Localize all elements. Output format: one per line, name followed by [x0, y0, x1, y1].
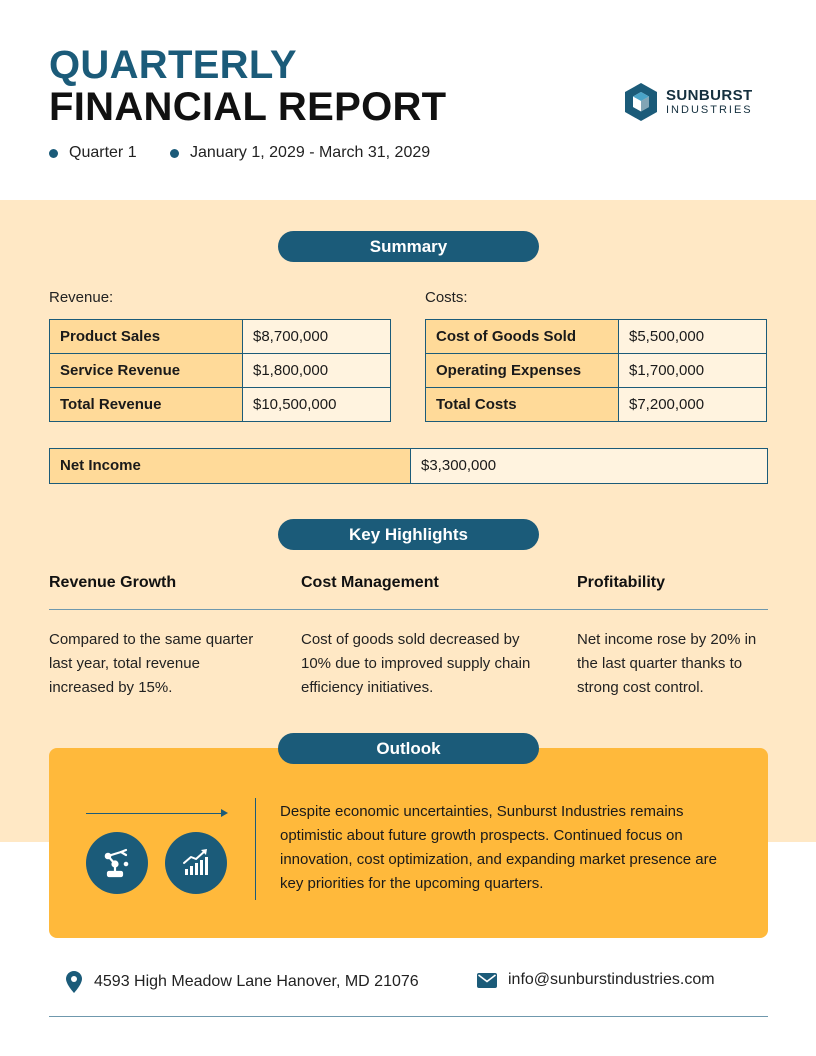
cost-row-label: Total Costs: [426, 388, 619, 422]
highlight-body-revenue-growth: Compared to the same quarter last year, total revenue increased by 15%.: [49, 631, 254, 696]
growth-chart-icon: [178, 845, 214, 881]
revenue-label: Revenue:: [49, 289, 114, 306]
bullet-dot: [170, 149, 179, 158]
quarter-text: Quarter 1: [69, 144, 137, 161]
costs-label: Costs:: [425, 289, 468, 306]
outlook-heading: Outlook: [278, 733, 539, 764]
cost-row-value: $1,700,000: [619, 354, 767, 388]
date-range-meta: [170, 144, 430, 162]
arrow-line: [86, 813, 222, 814]
highlights-divider: [49, 609, 768, 610]
highlight-title-revenue-growth: Revenue Growth: [49, 574, 177, 591]
robot-arm-icon: [99, 845, 135, 881]
revenue-row-value: $8,700,000: [243, 320, 391, 354]
table-row: [426, 354, 767, 388]
bullet-dot: [49, 149, 58, 158]
mail-icon: [477, 973, 497, 988]
cost-row-value: $5,500,000: [619, 320, 767, 354]
net-income-label: Net Income: [50, 449, 411, 483]
table-row: [426, 388, 767, 422]
report-title-line2: FINANCIAL REPORT: [49, 85, 447, 129]
highlight-body-cost-management: Cost of goods sold decreased by 10% due to improved supply chain efficiency initiatives.: [301, 631, 531, 696]
robot-arm-icon-circle: [86, 832, 148, 894]
highlights-heading: Key Highlights: [278, 519, 539, 550]
arrow-right-icon: [221, 809, 228, 817]
revenue-row-label: Total Revenue: [50, 388, 243, 422]
net-income-value: $3,300,000: [411, 449, 767, 483]
table-row: [50, 388, 391, 422]
costs-table: [425, 319, 767, 422]
summary-heading: Summary: [278, 231, 539, 262]
revenue-row-value: $1,800,000: [243, 354, 391, 388]
revenue-row-label: Service Revenue: [50, 354, 243, 388]
report-title-line1: QUARTERLY: [49, 43, 297, 87]
cost-row-label: Cost of Goods Sold: [426, 320, 619, 354]
map-pin-icon: [66, 971, 82, 993]
highlight-body-profitability: Net income rose by 20% in the last quarter thanks to strong cost control.: [577, 631, 757, 696]
revenue-row-value: $10,500,000: [243, 388, 391, 422]
date-range-text: January 1, 2029 - March 31, 2029: [190, 144, 431, 161]
revenue-table: [49, 319, 391, 422]
highlight-title-cost-management: Cost Management: [301, 574, 439, 591]
quarter-meta: [49, 144, 137, 162]
cost-row-value: $7,200,000: [619, 388, 767, 422]
footer-divider: [49, 1016, 768, 1017]
email-link[interactable]: info@sunburstindustries.com: [508, 971, 715, 988]
outlook-divider: [255, 798, 256, 900]
table-row: [50, 320, 391, 354]
revenue-row-label: Product Sales: [50, 320, 243, 354]
cost-row-label: Operating Expenses: [426, 354, 619, 388]
brand-logo: [622, 81, 753, 123]
brand-name: SUNBURST: [666, 87, 753, 104]
footer-email: [477, 971, 715, 989]
outlook-text: Despite economic uncertainties, Sunburst Industries remains optimistic about future growth prospects. Continued focus on innovation, cost optimization, and expanding market presence are key priorities for the upcoming quarters.: [280, 803, 717, 892]
table-row: [426, 320, 767, 354]
hexagon-cube-icon: [622, 81, 660, 123]
growth-chart-icon-circle: [165, 832, 227, 894]
address-text: 4593 High Meadow Lane Hanover, MD 21076: [94, 973, 419, 990]
brand-subtitle: INDUSTRIES: [666, 104, 753, 116]
net-income-row: [49, 448, 768, 484]
highlight-title-profitability: Profitability: [577, 574, 666, 591]
footer-address: [66, 971, 419, 993]
table-row: [50, 354, 391, 388]
